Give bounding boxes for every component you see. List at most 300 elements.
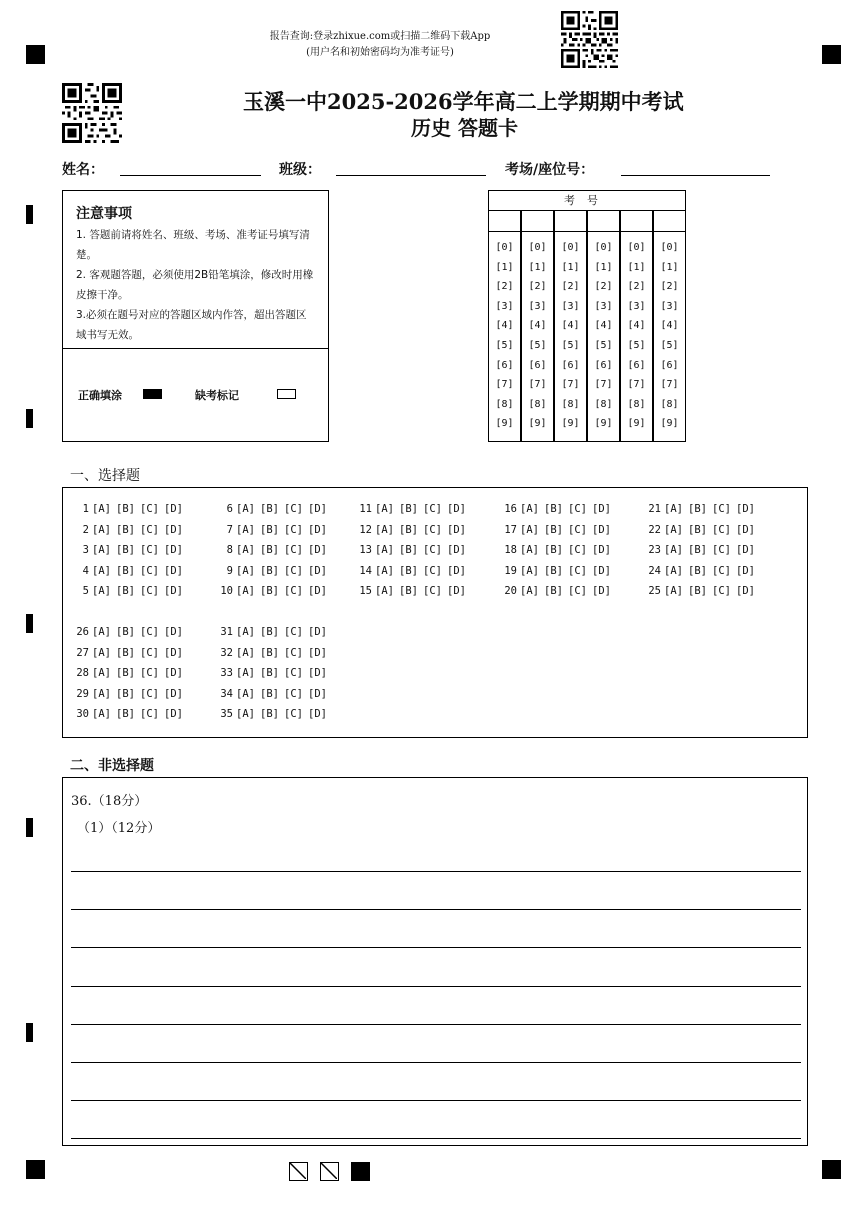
answer-bubble[interactable]: [B] xyxy=(544,544,563,557)
exam-number-bubble[interactable]: [1] xyxy=(495,261,514,273)
answer-bubble[interactable]: [A] xyxy=(375,503,394,515)
answer-bubble[interactable]: [B] xyxy=(116,626,135,638)
mc-question-15 xyxy=(354,585,471,597)
exam-number-bubble[interactable]: [6] xyxy=(627,359,646,371)
answer-bubble[interactable]: [A] xyxy=(664,503,683,515)
exam-number-bubble[interactable]: [5] xyxy=(561,340,580,351)
exam-number-bubble[interactable]: [2] xyxy=(528,281,547,293)
exam-number-bubble[interactable]: [8] xyxy=(594,398,613,410)
answer-bubble[interactable]: [A] xyxy=(92,523,111,536)
answer-bubble[interactable]: [A] xyxy=(236,585,255,598)
exam-number-bubble[interactable]: [9] xyxy=(660,418,679,430)
answer-bubble[interactable]: [D] xyxy=(308,564,327,577)
answer-bubble[interactable]: [D] xyxy=(164,687,183,700)
exam-number-bubble[interactable]: [8] xyxy=(660,398,679,410)
answer-bubble[interactable]: [A] xyxy=(92,544,111,557)
absent-mark-label: 缺考标记 xyxy=(195,389,239,402)
exam-number-bubble[interactable]: [0] xyxy=(660,242,679,253)
answer-bubble[interactable]: [B] xyxy=(544,564,563,577)
mc-question-25 xyxy=(643,585,760,597)
answer-bubble[interactable]: [D] xyxy=(447,544,466,557)
answer-bubble[interactable]: [A] xyxy=(236,503,255,515)
question-number: 27 xyxy=(76,646,89,659)
question-number: 22 xyxy=(648,523,661,536)
mc-question-27 xyxy=(71,647,188,659)
notice-item: 3.必须在题号对应的答题区域内作答，超出答题区域书写无效。 xyxy=(76,309,307,341)
question-number: 5 xyxy=(82,585,89,598)
mc-question-24 xyxy=(643,565,760,577)
exam-number-bubble[interactable]: [2] xyxy=(594,281,613,293)
exam-number-bubble[interactable]: [5] xyxy=(594,340,613,351)
alignment-mark-bottom-right xyxy=(822,1160,841,1179)
exam-number-bubble[interactable]: [1] xyxy=(561,261,580,273)
exam-number-bubble[interactable]: [7] xyxy=(594,379,613,391)
answer-bubble[interactable]: [C] xyxy=(568,544,587,557)
alignment-mark-top-left xyxy=(26,45,45,64)
answer-bubble[interactable]: [A] xyxy=(664,585,683,598)
answer-bubble[interactable]: [B] xyxy=(399,523,418,536)
answer-bubble[interactable]: [C] xyxy=(284,564,303,577)
answer-bubble[interactable]: [D] xyxy=(308,708,327,721)
answer-bubble[interactable]: [D] xyxy=(447,503,466,515)
answer-bubble[interactable]: [C] xyxy=(140,544,159,557)
answer-bubble[interactable]: [A] xyxy=(664,544,683,557)
mc-question-34 xyxy=(215,688,332,700)
mc-question-1 xyxy=(71,503,188,515)
page-marker-box-filled xyxy=(351,1162,370,1181)
answer-bubble[interactable]: [D] xyxy=(164,544,183,557)
answer-bubble[interactable]: [A] xyxy=(520,523,539,536)
answer-bubble[interactable]: [D] xyxy=(308,646,327,659)
answer-bubble[interactable]: [B] xyxy=(260,544,279,557)
answer-bubble[interactable]: [B] xyxy=(116,503,135,515)
answer-bubble[interactable]: [A] xyxy=(520,585,539,598)
question-number: 11 xyxy=(359,503,372,515)
answer-bubble[interactable]: [C] xyxy=(284,626,303,638)
login-hint: 报告查询:登录zhixue.com或扫描二维码下载App xyxy=(269,31,491,42)
answer-bubble[interactable]: [B] xyxy=(116,687,135,700)
answer-bubble[interactable]: [B] xyxy=(399,564,418,577)
mc-question-14 xyxy=(354,565,471,577)
answer-bubble[interactable]: [A] xyxy=(664,523,683,536)
exam-number-bubble[interactable]: [3] xyxy=(561,300,580,312)
class-label: 班级： xyxy=(279,162,321,178)
mc-question-31 xyxy=(215,626,332,638)
mc-question-19 xyxy=(499,565,616,577)
answer-bubble[interactable]: [A] xyxy=(92,626,111,638)
exam-number-write-cell[interactable] xyxy=(489,211,520,232)
question-number: 2 xyxy=(82,523,89,536)
mc-question-33 xyxy=(215,667,332,679)
mc-question-30 xyxy=(71,708,188,720)
answer-bubble[interactable]: [A] xyxy=(92,708,111,721)
answer-bubble[interactable]: [B] xyxy=(260,626,279,638)
answer-bubble[interactable]: [D] xyxy=(592,523,611,536)
question-number: 4 xyxy=(82,564,89,577)
mc-question-23 xyxy=(643,544,760,556)
exam-number-bubble[interactable]: [4] xyxy=(528,320,547,332)
answer-bubble[interactable]: [B] xyxy=(116,523,135,536)
question-number: 17 xyxy=(504,523,517,536)
answer-bubble[interactable]: [C] xyxy=(568,523,587,536)
answer-bubble[interactable]: [A] xyxy=(236,646,255,659)
answer-bubble[interactable]: [C] xyxy=(140,626,159,638)
answer-bubble[interactable]: [D] xyxy=(592,564,611,577)
exam-number-bubble[interactable]: [0] xyxy=(627,242,646,253)
answer-bubble[interactable]: [B] xyxy=(688,544,707,557)
answer-bubble[interactable]: [C] xyxy=(284,544,303,557)
exam-number-bubble[interactable]: [2] xyxy=(561,281,580,293)
question-number: 28 xyxy=(76,667,89,680)
answer-bubble[interactable]: [D] xyxy=(164,503,183,515)
exam-number-bubble[interactable]: [1] xyxy=(528,261,547,273)
answer-bubble[interactable]: [C] xyxy=(284,503,303,515)
answer-bubble[interactable]: [C] xyxy=(284,646,303,659)
answer-bubble[interactable]: [A] xyxy=(520,503,539,515)
answer-bubble[interactable]: [C] xyxy=(140,585,159,598)
exam-number-bubble[interactable]: [7] xyxy=(627,379,646,391)
answer-bubble[interactable]: [A] xyxy=(92,585,111,598)
notice-title: 注意事项 xyxy=(76,206,132,222)
question-number: 20 xyxy=(504,585,517,598)
mc-question-3 xyxy=(71,544,188,556)
question-number: 25 xyxy=(648,585,661,598)
answer-line[interactable] xyxy=(71,986,801,987)
exam-number-bubble[interactable]: [9] xyxy=(561,418,580,430)
answer-bubble[interactable]: [B] xyxy=(116,564,135,577)
answer-bubble[interactable]: [C] xyxy=(712,564,731,577)
answer-bubble[interactable]: [D] xyxy=(308,626,327,638)
correct-fill-label: 正确填涂 xyxy=(78,389,122,402)
exam-number-bubble[interactable]: [8] xyxy=(495,398,514,410)
answer-bubble[interactable]: [D] xyxy=(592,585,611,598)
exam-number-bubble[interactable]: [2] xyxy=(627,281,646,293)
mc-question-5 xyxy=(71,585,188,597)
mc-question-21 xyxy=(643,503,760,515)
answer-bubble[interactable]: [C] xyxy=(284,708,303,721)
answer-bubble[interactable]: [C] xyxy=(712,585,731,598)
question-36-label: 36.（18分） xyxy=(71,794,148,809)
answer-bubble[interactable]: [C] xyxy=(140,564,159,577)
name-field[interactable] xyxy=(120,175,261,176)
exam-number-bubble[interactable]: [3] xyxy=(627,300,646,312)
answer-bubble[interactable]: [B] xyxy=(399,585,418,598)
exam-number-bubble[interactable]: [3] xyxy=(528,300,547,312)
multiple-choice-area xyxy=(62,487,808,738)
answer-bubble[interactable]: [A] xyxy=(236,687,255,700)
exam-number-bubble[interactable]: [9] xyxy=(627,418,646,430)
answer-bubble[interactable]: [B] xyxy=(116,646,135,659)
answer-bubble[interactable]: [C] xyxy=(140,687,159,700)
answer-line[interactable] xyxy=(71,1100,801,1101)
side-mark xyxy=(26,205,33,224)
exam-number-write-cell[interactable] xyxy=(588,211,619,232)
answer-bubble[interactable]: [D] xyxy=(308,667,327,680)
answer-bubble[interactable]: [C] xyxy=(568,585,587,598)
question-number: 15 xyxy=(359,585,372,598)
class-field[interactable] xyxy=(336,175,486,176)
answer-bubble[interactable]: [D] xyxy=(308,687,327,700)
answer-bubble[interactable]: [C] xyxy=(423,503,442,515)
side-mark xyxy=(26,614,33,633)
answer-bubble[interactable]: [C] xyxy=(140,708,159,721)
mc-question-11 xyxy=(354,503,471,515)
answer-bubble[interactable]: [A] xyxy=(520,564,539,577)
answer-bubble[interactable]: [C] xyxy=(284,667,303,680)
exam-number-bubble[interactable]: [6] xyxy=(594,359,613,371)
exam-number-write-cell[interactable] xyxy=(555,211,586,232)
answer-bubble[interactable]: [A] xyxy=(92,503,111,515)
answer-bubble[interactable]: [A] xyxy=(375,544,394,557)
answer-bubble[interactable]: [B] xyxy=(260,708,279,721)
exam-number-bubble[interactable]: [6] xyxy=(561,359,580,371)
answer-bubble[interactable]: [C] xyxy=(712,523,731,536)
answer-bubble[interactable]: [A] xyxy=(92,687,111,700)
answer-line[interactable] xyxy=(71,1138,801,1139)
answer-bubble[interactable]: [A] xyxy=(375,564,394,577)
answer-bubble[interactable]: [D] xyxy=(308,503,327,515)
answer-bubble[interactable]: [A] xyxy=(375,585,394,598)
answer-bubble[interactable]: [C] xyxy=(712,544,731,557)
room-seat-field[interactable] xyxy=(621,175,770,176)
answer-bubble[interactable]: [D] xyxy=(164,523,183,536)
answer-bubble[interactable]: [D] xyxy=(592,503,611,515)
answer-bubble[interactable]: [A] xyxy=(375,523,394,536)
answer-bubble[interactable]: [C] xyxy=(568,564,587,577)
answer-bubble[interactable]: [A] xyxy=(236,708,255,721)
answer-bubble[interactable]: [C] xyxy=(568,503,587,515)
exam-number-bubble[interactable]: [4] xyxy=(495,320,514,332)
exam-number-bubble[interactable]: [4] xyxy=(594,320,613,332)
answer-bubble[interactable]: [C] xyxy=(423,523,442,536)
answer-bubble[interactable]: [C] xyxy=(284,585,303,598)
answer-bubble[interactable]: [D] xyxy=(736,585,755,598)
exam-number-bubble[interactable]: [3] xyxy=(495,300,514,312)
answer-bubble[interactable]: [C] xyxy=(284,523,303,536)
answer-bubble[interactable]: [B] xyxy=(688,564,707,577)
exam-number-bubble[interactable]: [0] xyxy=(594,242,613,253)
answer-bubble[interactable]: [A] xyxy=(92,667,111,680)
exam-number-bubble[interactable]: [7] xyxy=(495,379,514,391)
login-sub-hint: (用户名和初始密码均为准考证号) xyxy=(306,47,454,58)
answer-bubble[interactable]: [D] xyxy=(164,708,183,721)
exam-number-write-cell[interactable] xyxy=(621,211,652,232)
exam-number-bubble[interactable]: [5] xyxy=(528,340,547,351)
answer-bubble[interactable]: [A] xyxy=(92,564,111,577)
exam-number-bubble[interactable]: [2] xyxy=(495,281,514,293)
answer-bubble[interactable]: [C] xyxy=(423,585,442,598)
answer-line[interactable] xyxy=(71,947,801,948)
answer-bubble[interactable]: [B] xyxy=(399,503,418,515)
question-number: 34 xyxy=(220,687,233,700)
question-number: 10 xyxy=(220,585,233,598)
exam-number-bubble[interactable]: [1] xyxy=(627,261,646,273)
exam-number-bubble[interactable]: [9] xyxy=(495,418,514,430)
absent-mark-checkbox[interactable] xyxy=(277,389,296,399)
answer-line[interactable] xyxy=(71,871,801,872)
side-mark xyxy=(26,409,33,428)
answer-bubble[interactable]: [B] xyxy=(260,564,279,577)
answer-bubble[interactable]: [B] xyxy=(260,667,279,680)
mc-question-35 xyxy=(215,708,332,720)
answer-bubble[interactable]: [B] xyxy=(260,585,279,598)
answer-line[interactable] xyxy=(71,1024,801,1025)
answer-bubble[interactable]: [C] xyxy=(284,687,303,700)
answer-bubble[interactable]: [C] xyxy=(140,503,159,515)
answer-bubble[interactable]: [A] xyxy=(520,544,539,557)
exam-number-bubble[interactable]: [5] xyxy=(495,340,514,351)
answer-bubble[interactable]: [B] xyxy=(116,708,135,721)
side-mark xyxy=(26,818,33,837)
question-number: 13 xyxy=(359,544,372,557)
exam-number-bubble[interactable]: [9] xyxy=(528,418,547,430)
answer-bubble[interactable]: [A] xyxy=(236,667,255,680)
answer-bubble[interactable]: [D] xyxy=(447,523,466,536)
mc-question-18 xyxy=(499,544,616,556)
mc-question-29 xyxy=(71,688,188,700)
exam-number-bubble[interactable]: [0] xyxy=(495,242,514,253)
answer-bubble[interactable]: [B] xyxy=(544,523,563,536)
exam-subtitle: 历史 答题卡 xyxy=(411,116,518,140)
exam-number-column xyxy=(488,210,521,442)
answer-bubble[interactable]: [B] xyxy=(544,503,563,515)
alignment-mark-top-right xyxy=(822,45,841,64)
exam-number-write-cell[interactable] xyxy=(522,211,553,232)
subquestion-1-label: （1）（12分） xyxy=(77,821,161,836)
answer-bubble[interactable]: [B] xyxy=(688,523,707,536)
answer-bubble[interactable]: [B] xyxy=(688,585,707,598)
answer-bubble[interactable]: [D] xyxy=(447,564,466,577)
answer-bubble[interactable]: [B] xyxy=(116,585,135,598)
answer-bubble[interactable]: [D] xyxy=(736,564,755,577)
exam-number-header: 考号 xyxy=(488,190,686,211)
exam-number-bubble[interactable]: [6] xyxy=(528,359,547,371)
answer-bubble[interactable]: [B] xyxy=(116,544,135,557)
answer-bubble[interactable]: [A] xyxy=(236,523,255,536)
mc-question-8 xyxy=(215,544,332,556)
section-title-free-response: 二、非选择题 xyxy=(70,758,154,774)
answer-bubble[interactable]: [B] xyxy=(260,646,279,659)
answer-bubble[interactable]: [B] xyxy=(260,503,279,515)
notice-item: 1. 答题前请将姓名、班级、考场、准考证号填写清楚。 xyxy=(76,229,310,261)
mc-question-7 xyxy=(215,524,332,536)
exam-number-bubble[interactable]: [7] xyxy=(561,379,580,391)
answer-bubble[interactable]: [D] xyxy=(308,523,327,536)
answer-bubble[interactable]: [D] xyxy=(736,503,755,515)
exam-number-bubble[interactable]: [2] xyxy=(660,281,679,293)
question-number: 7 xyxy=(226,523,233,536)
answer-bubble[interactable]: [C] xyxy=(140,646,159,659)
exam-number-bubble[interactable]: [6] xyxy=(495,359,514,371)
exam-number-bubble[interactable]: [7] xyxy=(528,379,547,391)
answer-line[interactable] xyxy=(71,909,801,910)
answer-bubble[interactable]: [C] xyxy=(140,523,159,536)
exam-number-bubble[interactable]: [1] xyxy=(594,261,613,273)
answer-line[interactable] xyxy=(71,1062,801,1063)
answer-bubble[interactable]: [B] xyxy=(399,544,418,557)
page-marker-box xyxy=(320,1162,339,1181)
exam-number-bubble[interactable]: [5] xyxy=(660,340,679,351)
mc-question-12 xyxy=(354,524,471,536)
answer-bubble[interactable]: [C] xyxy=(140,667,159,680)
mc-question-13 xyxy=(354,544,471,556)
qr-code-student xyxy=(62,83,122,143)
question-number: 16 xyxy=(504,503,517,515)
answer-bubble[interactable]: [D] xyxy=(164,585,183,598)
exam-number-bubble[interactable]: [1] xyxy=(660,261,679,273)
exam-number-column xyxy=(620,210,653,442)
answer-bubble[interactable]: [D] xyxy=(164,626,183,638)
exam-number-bubble[interactable]: [8] xyxy=(627,398,646,410)
exam-number-column xyxy=(554,210,587,442)
question-number: 19 xyxy=(504,564,517,577)
exam-number-bubble[interactable]: [7] xyxy=(660,379,679,391)
exam-number-bubble[interactable]: [5] xyxy=(627,340,646,351)
answer-bubble[interactable]: [B] xyxy=(688,503,707,515)
answer-bubble[interactable]: [C] xyxy=(423,544,442,557)
answer-bubble[interactable]: [D] xyxy=(736,523,755,536)
mc-question-28 xyxy=(71,667,188,679)
answer-bubble[interactable]: [D] xyxy=(447,585,466,598)
answer-bubble[interactable]: [A] xyxy=(236,626,255,638)
answer-bubble[interactable]: [A] xyxy=(236,564,255,577)
question-number: 8 xyxy=(226,544,233,557)
answer-bubble[interactable]: [B] xyxy=(116,667,135,680)
answer-bubble[interactable]: [C] xyxy=(712,503,731,515)
free-response-area xyxy=(62,777,808,1146)
exam-number-bubble[interactable]: [0] xyxy=(528,242,547,253)
mc-question-2 xyxy=(71,524,188,536)
exam-number-bubble[interactable]: [9] xyxy=(594,418,613,430)
question-number: 26 xyxy=(76,626,89,638)
question-number: 14 xyxy=(359,564,372,577)
question-number: 32 xyxy=(220,646,233,659)
exam-number-bubble[interactable]: [0] xyxy=(561,242,580,253)
side-mark xyxy=(26,1023,33,1042)
exam-number-bubble[interactable]: [6] xyxy=(660,359,679,371)
answer-bubble[interactable]: [D] xyxy=(164,667,183,680)
room-seat-label: 考场/座位号： xyxy=(505,162,595,178)
answer-bubble[interactable]: [D] xyxy=(164,646,183,659)
answer-bubble[interactable]: [B] xyxy=(260,687,279,700)
answer-bubble[interactable]: [B] xyxy=(544,585,563,598)
notice-box xyxy=(62,190,329,442)
exam-number-bubble[interactable]: [8] xyxy=(561,398,580,410)
exam-number-bubble[interactable]: [3] xyxy=(660,300,679,312)
answer-bubble[interactable]: [A] xyxy=(236,544,255,557)
exam-number-bubble[interactable]: [4] xyxy=(627,320,646,332)
answer-bubble[interactable]: [C] xyxy=(423,564,442,577)
answer-bubble[interactable]: [D] xyxy=(736,544,755,557)
mc-question-4 xyxy=(71,565,188,577)
answer-bubble[interactable]: [A] xyxy=(92,646,111,659)
question-number: 12 xyxy=(359,523,372,536)
question-number: 30 xyxy=(76,708,89,721)
answer-bubble[interactable]: [D] xyxy=(164,564,183,577)
answer-bubble[interactable]: [D] xyxy=(308,585,327,598)
question-number: 3 xyxy=(82,544,89,557)
answer-bubble[interactable]: [D] xyxy=(308,544,327,557)
exam-number-write-cell[interactable] xyxy=(654,211,685,232)
exam-number-bubble[interactable]: [8] xyxy=(528,398,547,410)
answer-bubble[interactable]: [A] xyxy=(664,564,683,577)
exam-number-bubble[interactable]: [4] xyxy=(660,320,679,332)
exam-number-bubble[interactable]: [4] xyxy=(561,320,580,332)
exam-number-bubble[interactable]: [3] xyxy=(594,300,613,312)
exam-title: 玉溪一中2025-2026学年高二上学期期中考试 xyxy=(243,89,684,114)
answer-bubble[interactable]: [B] xyxy=(260,523,279,536)
answer-bubble[interactable]: [D] xyxy=(592,544,611,557)
